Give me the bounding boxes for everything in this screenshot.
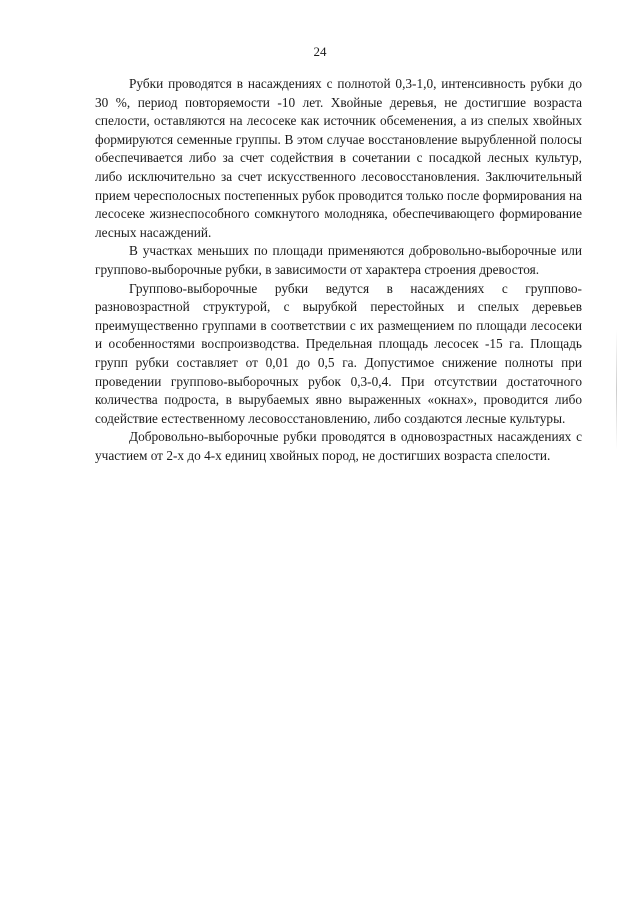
body-text [95, 75, 582, 465]
page-number: 24 [313, 44, 327, 59]
paragraph-1: Рубки проводятся в насаждениях с полнотой 0,3-1,0, интенсивность рубки до 30 %, период повторяемости -10 лет. Хвойные деревья, не достигшие возраста спелости, оставляются на лесосеке как источник обсеменения, а из спелых хвойных формируются семенные группы. В этом случае восстановление вырубленной полосы обеспечивается либо за счет содействия в сочетании с посадкой лесных культур, либо исключительно за счет искусственного лесовосстановления. Заключительный прием чересполосных постепенных рубок проводится только после формирования на лесосеке жизнеспособного сомкнутого молодняка, обеспечивающего формирование лесных насаждений. [95, 76, 582, 240]
paragraph-3: Группово-выборочные рубки ведутся в насаждениях с группово-разновозрастной структурой, с вырубкой перестойных и спелых деревьев преимущественно группами в соответствии с их размещением по площади лесосеки и особенностями воспроизводства. Предельная площадь лесосек -15 га. Площадь групп рубки составляет от 0,01 до 0,5 га. Допустимое снижение полноты при проведении группово-выборочных рубок 0,3-0,4. При отсутствии достаточного количества подроста, в вырубаемых явно выраженных «окнах», проводится либо содействие естественному лесовосстановлению, либо создаются лесные культуры. [95, 280, 582, 426]
paragraph-2: В участках меньших по площади применяются добровольно-выборочные или группово-выборочные рубки, в зависимости от характера строения древостоя. [95, 243, 582, 277]
paragraph-4: Добровольно-выборочные рубки проводятся в одновозрастных насаждениях с участием от 2-х до 4-х единиц хвойных пород, не достигших возраста спелости. [95, 429, 582, 463]
scan-artifact [616, 330, 617, 450]
